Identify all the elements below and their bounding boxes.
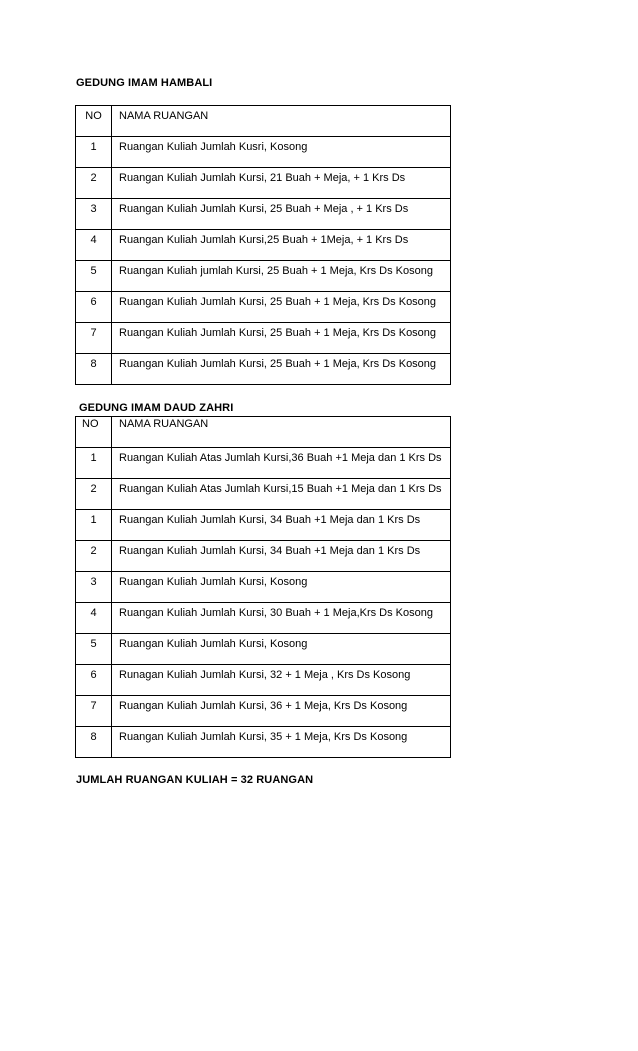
row-number: 7 xyxy=(76,696,112,727)
row-number: 3 xyxy=(76,199,112,230)
room-description: Ruangan Kuliah Jumlah Kursi, 25 Buah + Meja , + 1 Krs Ds xyxy=(112,199,451,230)
table-row xyxy=(76,634,451,665)
table-row xyxy=(76,168,451,199)
room-description: Ruangan Kuliah Jumlah Kursi, 36 + 1 Meja, Krs Ds Kosong xyxy=(112,696,451,727)
table-row xyxy=(76,323,451,354)
table-row xyxy=(76,137,451,168)
row-number: 1 xyxy=(76,137,112,168)
section-title-imam-daud-zahri: GEDUNG IMAM DAUD ZAHRI xyxy=(79,402,234,414)
row-number: 1 xyxy=(76,510,112,541)
row-number: 4 xyxy=(76,603,112,634)
room-description: Ruangan Kuliah Jumlah Kursi, Kosong xyxy=(112,572,451,603)
room-description: Ruangan Kuliah Atas Jumlah Kursi,36 Buah +1 Meja dan 1 Krs Ds xyxy=(112,448,451,479)
table-row xyxy=(76,261,451,292)
table-row xyxy=(76,292,451,323)
table-row xyxy=(76,448,451,479)
room-description: Ruangan Kuliah Atas Jumlah Kursi,15 Buah +1 Meja dan 1 Krs Ds xyxy=(112,479,451,510)
row-number: 7 xyxy=(76,323,112,354)
room-description: Ruangan Kuliah Jumlah Kursi, 35 + 1 Meja, Krs Ds Kosong xyxy=(112,727,451,758)
room-description: Ruangan Kuliah Jumlah Kursi, Kosong xyxy=(112,634,451,665)
row-number: 8 xyxy=(76,354,112,385)
room-description: Ruangan Kuliah Jumlah Kursi, 25 Buah + 1 Meja, Krs Ds Kosong xyxy=(112,354,451,385)
table-row xyxy=(76,665,451,696)
row-number: 3 xyxy=(76,572,112,603)
table-row xyxy=(76,572,451,603)
room-table-imam-daud-zahri xyxy=(75,416,451,758)
row-number: 5 xyxy=(76,261,112,292)
room-description: Ruangan Kuliah Jumlah Kursi, 21 Buah + Meja, + 1 Krs Ds xyxy=(112,168,451,199)
room-description: Runagan Kuliah Jumlah Kursi, 32 + 1 Meja , Krs Ds Kosong xyxy=(112,665,451,696)
table-row xyxy=(76,479,451,510)
header-cell-name: NAMA RUANGAN xyxy=(112,417,451,448)
row-number: 2 xyxy=(76,479,112,510)
room-description: Ruangan Kuliah Jumlah Kursi, 25 Buah + 1 Meja, Krs Ds Kosong xyxy=(112,292,451,323)
room-description: Ruangan Kuliah Jumlah Kursi, 34 Buah +1 Meja dan 1 Krs Ds xyxy=(112,541,451,572)
table-row xyxy=(76,541,451,572)
room-description: Ruangan Kuliah Jumlah Kursi, 30 Buah + 1 Meja,Krs Ds Kosong xyxy=(112,603,451,634)
table-row xyxy=(76,696,451,727)
header-cell-no: NO xyxy=(76,417,112,448)
room-description: Ruangan Kuliah Jumlah Kursi, 25 Buah + 1 Meja, Krs Ds Kosong xyxy=(112,323,451,354)
row-number: 2 xyxy=(76,541,112,572)
room-table-imam-hambali xyxy=(75,105,451,385)
table-row xyxy=(76,603,451,634)
row-number: 6 xyxy=(76,292,112,323)
row-number: 5 xyxy=(76,634,112,665)
row-number: 2 xyxy=(76,168,112,199)
table-header-row xyxy=(76,106,451,137)
table-row xyxy=(76,354,451,385)
room-description: Ruangan Kuliah Jumlah Kursi, 34 Buah +1 Meja dan 1 Krs Ds xyxy=(112,510,451,541)
table-row xyxy=(76,727,451,758)
header-cell-name: NAMA RUANGAN xyxy=(112,106,451,137)
room-description: Ruangan Kuliah Jumlah Kusri, Kosong xyxy=(112,137,451,168)
header-cell-no: NO xyxy=(76,106,112,137)
table-header-row xyxy=(76,417,451,448)
section-title-imam-hambali: GEDUNG IMAM HAMBALI xyxy=(76,77,213,89)
room-description: Ruangan Kuliah jumlah Kursi, 25 Buah + 1 Meja, Krs Ds Kosong xyxy=(112,261,451,292)
summary-total-rooms: JUMLAH RUANGAN KULIAH = 32 RUANGAN xyxy=(76,774,314,786)
table-row xyxy=(76,230,451,261)
room-description: Ruangan Kuliah Jumlah Kursi,25 Buah + 1Meja, + 1 Krs Ds xyxy=(112,230,451,261)
table-row xyxy=(76,510,451,541)
row-number: 8 xyxy=(76,727,112,758)
table-row xyxy=(76,199,451,230)
row-number: 1 xyxy=(76,448,112,479)
row-number: 6 xyxy=(76,665,112,696)
row-number: 4 xyxy=(76,230,112,261)
